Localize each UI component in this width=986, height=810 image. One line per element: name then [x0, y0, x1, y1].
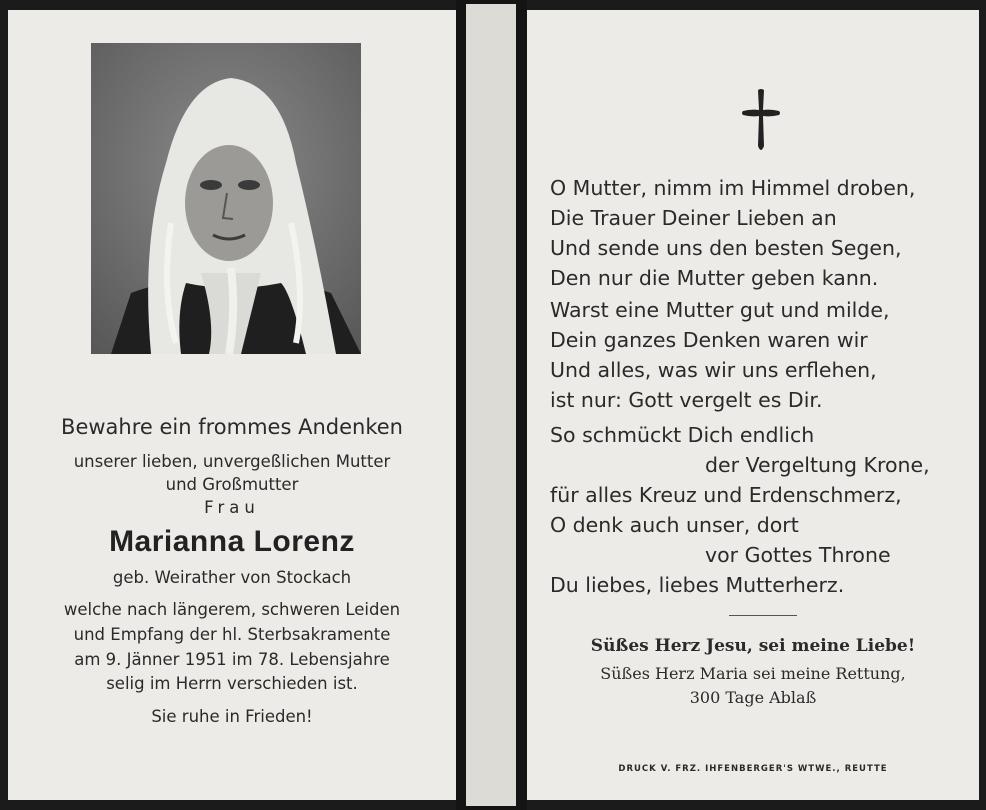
- indulgence-line: 300 Tage Ablaß: [689, 688, 817, 707]
- intro-line: Bewahre ein frommes Andenken: [61, 415, 403, 439]
- portrait-photo: [91, 43, 361, 354]
- relation-line-2: und Großmutter: [165, 475, 299, 494]
- body-line: und Empfang der hl. Sterbsakramente: [73, 625, 391, 644]
- prayer-line: Süßes Herz Jesu, sei meine Liebe!: [590, 636, 916, 656]
- left-card: [8, 10, 456, 800]
- poem-line: Und alles, was wir uns erflehen,: [550, 358, 877, 382]
- body-line: welche nach längerem, schweren Leiden: [63, 600, 401, 619]
- body-line: am 9. Jänner 1951 im 78. Lebensjahre: [74, 650, 390, 669]
- poem-line: Warst eine Mutter gut und milde,: [550, 298, 890, 322]
- poem: [550, 420, 970, 600]
- poem-line: der Vergeltung Krone,: [705, 453, 930, 477]
- poem-line: Die Trauer Deiner Lieben an: [550, 206, 837, 230]
- body-line: selig im Herrn verschieden ist.: [106, 674, 358, 693]
- closing-line: Sie ruhe in Frieden!: [151, 707, 313, 726]
- poem-line: vor Gottes Throne: [705, 543, 891, 567]
- deceased-name: Marianna Lorenz: [109, 525, 355, 558]
- relation-line: unserer lieben, unvergeßlichen Mutter: [73, 452, 391, 471]
- poem: [550, 295, 970, 415]
- printer-imprint: DRUCK V. FRZ. IHFENBERGER'S WTWE., REUTTE: [618, 764, 888, 774]
- prayer-line: Süßes Herz Maria sei meine Rettung,: [600, 664, 906, 683]
- poem: [550, 173, 970, 293]
- poem-line: So schmückt Dich endlich: [550, 423, 815, 447]
- poem-line: für alles Kreuz und Erdenschmerz,: [550, 483, 902, 507]
- poem-line: Den nur die Mutter geben kann.: [550, 266, 879, 290]
- birth-name: geb. Weirather von Stockach: [112, 568, 352, 587]
- cross-icon: [741, 88, 781, 154]
- right-card: [527, 10, 979, 800]
- poem-line: Und sende uns den besten Segen,: [550, 236, 902, 260]
- poem-line: O Mutter, nimm im Himmel droben,: [550, 176, 916, 200]
- card-fold: [466, 4, 516, 806]
- divider: [729, 615, 797, 616]
- poem-line: Dein ganzes Denken waren wir: [550, 328, 868, 352]
- salutation: Frau: [204, 498, 260, 517]
- poem-line: ist nur: Gott vergelt es Dir.: [550, 388, 823, 412]
- poem-line: O denk auch unser, dort: [550, 513, 799, 537]
- poem-line: Du liebes, liebes Mutterherz.: [550, 573, 845, 597]
